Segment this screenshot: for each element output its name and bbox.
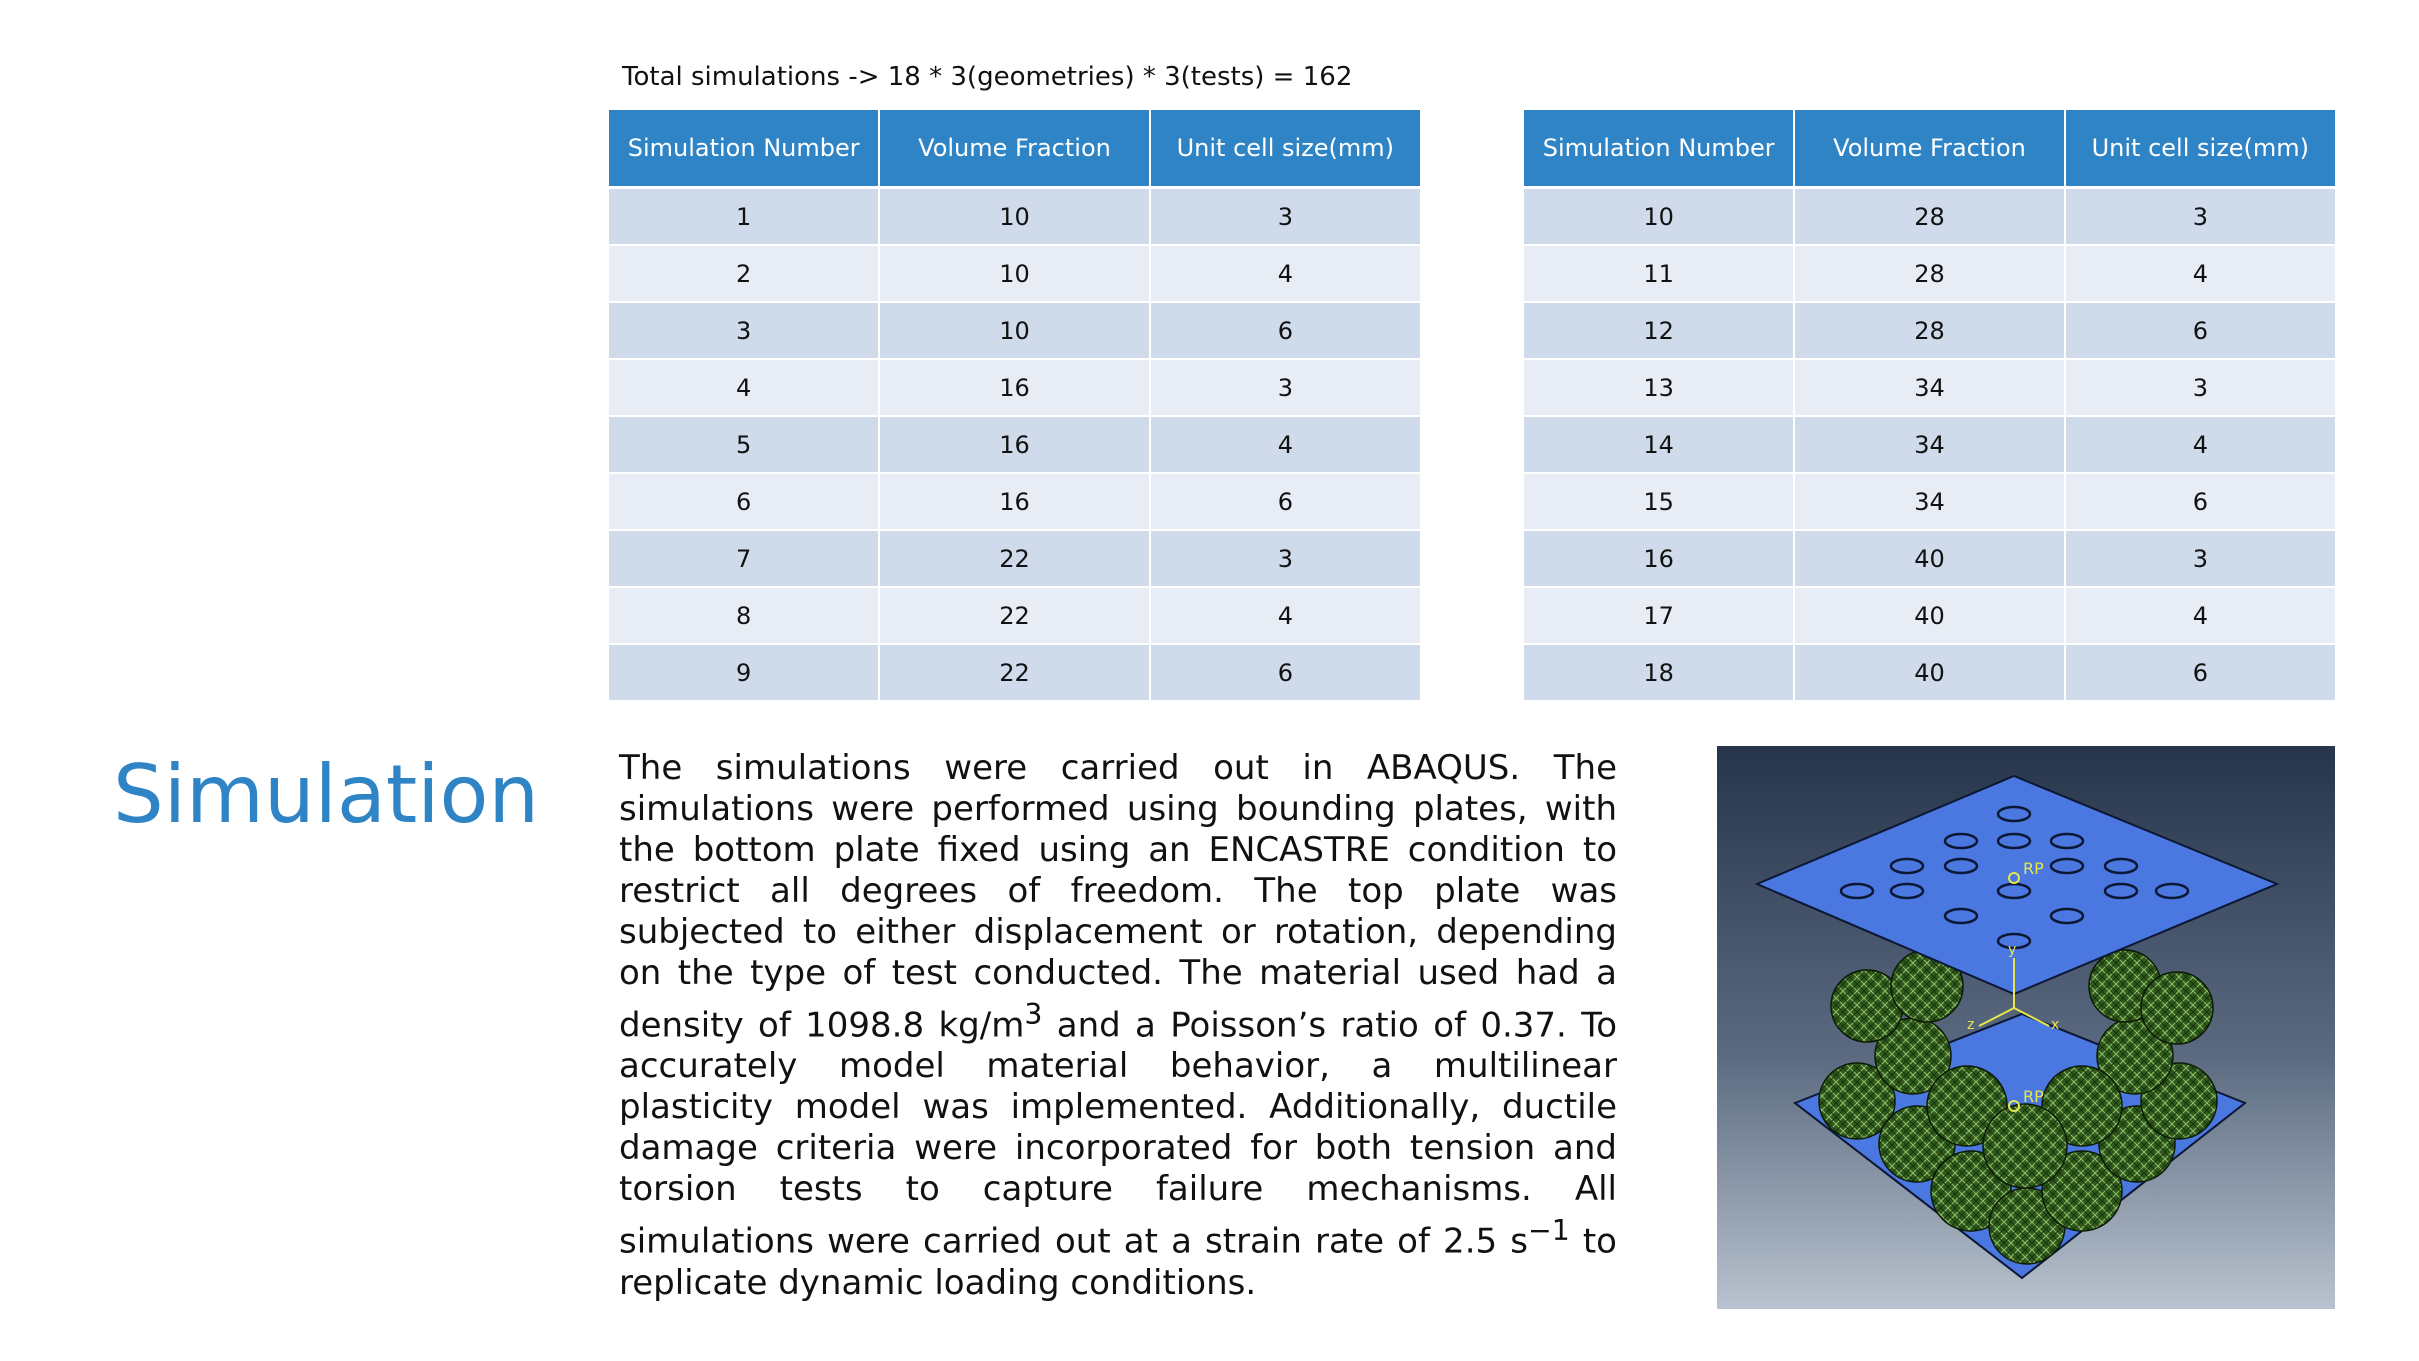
table-row <box>609 473 1420 530</box>
table-header-row <box>1524 110 2335 188</box>
simulation-count-caption: Total simulations -> 18 * 3(geometries) * 3(tests) = 162 <box>622 62 1353 92</box>
header-unit-cell-size: Unit cell size(mm) <box>2065 110 2335 188</box>
table-cell: 16 <box>879 416 1149 473</box>
table-cell: 6 <box>1150 644 1420 701</box>
header-unit-cell-size: Unit cell size(mm) <box>1150 110 1420 188</box>
table-cell: 8 <box>609 587 879 644</box>
table-cell: 6 <box>1150 302 1420 359</box>
simulation-table-left <box>609 110 1420 702</box>
table-row <box>609 644 1420 701</box>
table-row <box>1524 644 2335 701</box>
table-row <box>1524 359 2335 416</box>
table-cell: 10 <box>879 245 1149 302</box>
table-row <box>1524 473 2335 530</box>
table-cell: 40 <box>1794 644 2064 701</box>
header-simulation-number: Simulation Number <box>1524 110 1794 188</box>
table-cell: 7 <box>609 530 879 587</box>
description-paragraph <box>619 748 1617 1304</box>
table-cell: 17 <box>1524 587 1794 644</box>
body-text-part: The simulations were carried out in ABAQUS. The simulations were performed using bounding plates, with the bottom plate fixed using an ENCASTRE condition to restrict all degrees of freedom. The top plate was subjected to either displacement or rotation, depending on the type of test conducted. The material used had a density of 1098.8 kg/m <box>619 748 1617 1046</box>
table-cell: 14 <box>1524 416 1794 473</box>
table-cell: 10 <box>879 302 1149 359</box>
table-row <box>609 530 1420 587</box>
table-cell: 18 <box>1524 644 1794 701</box>
axis-x-label: x <box>2051 1017 2060 1033</box>
superscript-minus-1: −1 <box>1527 1214 1570 1248</box>
axis-y-label: y <box>2008 942 2017 958</box>
table-row <box>1524 587 2335 644</box>
body-text-part: to replicate dynamic loading conditions. <box>619 1221 1617 1303</box>
table-row <box>609 302 1420 359</box>
table-cell: 10 <box>879 188 1149 246</box>
table-cell: 34 <box>1794 359 2064 416</box>
table-cell: 22 <box>879 587 1149 644</box>
table-cell: 4 <box>609 359 879 416</box>
table-header-row <box>609 110 1420 188</box>
table-cell: 34 <box>1794 416 2064 473</box>
table-cell: 3 <box>1150 188 1420 246</box>
table-cell: 3 <box>609 302 879 359</box>
table-cell: 9 <box>609 644 879 701</box>
table-cell: 3 <box>1150 530 1420 587</box>
table-cell: 10 <box>1524 188 1794 246</box>
table-cell: 16 <box>1524 530 1794 587</box>
table-cell: 28 <box>1794 245 2064 302</box>
table-cell: 3 <box>2065 359 2335 416</box>
table-cell: 6 <box>2065 644 2335 701</box>
table-cell: 22 <box>879 644 1149 701</box>
table-cell: 16 <box>879 359 1149 416</box>
table-cell: 40 <box>1794 530 2064 587</box>
table-row <box>609 188 1420 246</box>
table-cell: 4 <box>2065 245 2335 302</box>
table-cell: 4 <box>1150 416 1420 473</box>
table-cell: 3 <box>2065 530 2335 587</box>
table-cell: 1 <box>609 188 879 246</box>
superscript-3: 3 <box>1024 998 1043 1031</box>
table-cell: 28 <box>1794 188 2064 246</box>
table-cell: 6 <box>2065 473 2335 530</box>
rp-label-top: RP <box>2023 859 2044 878</box>
table-row <box>1524 302 2335 359</box>
table-row <box>609 416 1420 473</box>
table-cell: 5 <box>609 416 879 473</box>
table-row <box>1524 245 2335 302</box>
table-cell: 3 <box>2065 188 2335 246</box>
table-cell: 22 <box>879 530 1149 587</box>
table-row <box>1524 416 2335 473</box>
axis-z-label: z <box>1967 1017 1975 1033</box>
table-cell: 40 <box>1794 587 2064 644</box>
table-cell: 6 <box>609 473 879 530</box>
table-cell: 4 <box>1150 587 1420 644</box>
table-row <box>609 587 1420 644</box>
header-volume-fraction: Volume Fraction <box>1794 110 2064 188</box>
table-row <box>1524 530 2335 587</box>
table-cell: 6 <box>1150 473 1420 530</box>
table-cell: 6 <box>2065 302 2335 359</box>
header-simulation-number: Simulation Number <box>609 110 879 188</box>
header-volume-fraction: Volume Fraction <box>879 110 1149 188</box>
table-cell: 3 <box>1150 359 1420 416</box>
table-row <box>1524 188 2335 246</box>
table-cell: 15 <box>1524 473 1794 530</box>
table-cell: 11 <box>1524 245 1794 302</box>
simulation-table-right <box>1524 110 2335 702</box>
abaqus-model-figure <box>1717 746 2335 1309</box>
table-row <box>609 245 1420 302</box>
table-cell: 4 <box>1150 245 1420 302</box>
table-cell: 13 <box>1524 359 1794 416</box>
rp-label-bottom: RP <box>2023 1087 2044 1106</box>
table-row <box>609 359 1420 416</box>
body-text-part: and a Poisson’s ratio of 0.37. To accurately model material behavior, a multilinear plasticity model was implemented. Additionally, ductile damage criteria were incorporated for both tension and torsion tests to capture failure mechanisms. All simulations were carried out at a strain rate of 2.5 s <box>619 1005 1618 1262</box>
table-cell: 4 <box>2065 587 2335 644</box>
table-cell: 2 <box>609 245 879 302</box>
table-cell: 12 <box>1524 302 1794 359</box>
table-cell: 34 <box>1794 473 2064 530</box>
table-cell: 16 <box>879 473 1149 530</box>
table-cell: 28 <box>1794 302 2064 359</box>
table-cell: 4 <box>2065 416 2335 473</box>
section-heading: Simulation <box>113 748 540 841</box>
